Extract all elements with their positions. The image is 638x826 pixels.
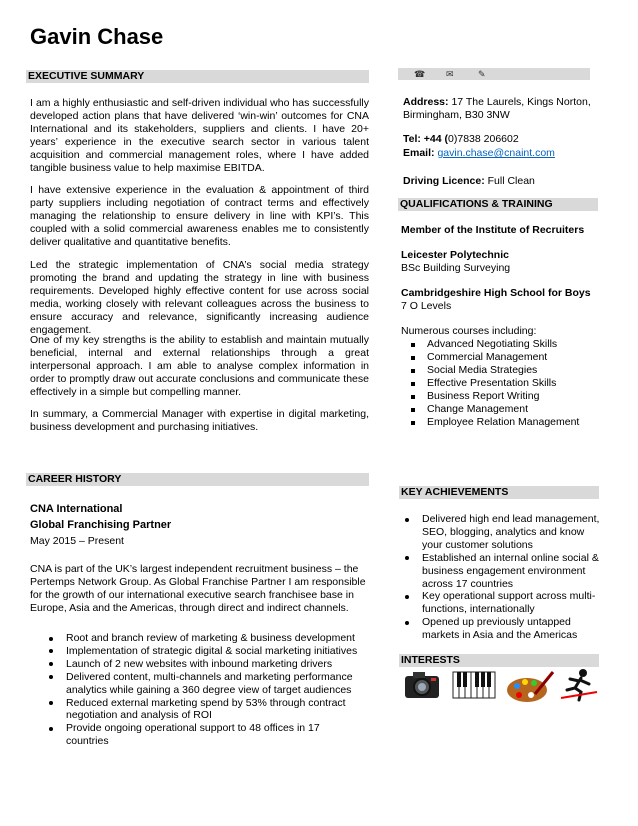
school-2-name: Cambridgeshire High School for Boys [401,287,591,299]
list-item: Root and branch review of marketing & business development [46,632,364,645]
list-item: Business Report Writing [401,390,601,403]
summary-paragraph-5: In summary, a Commercial Manager with expertise in digital marketing, business development and purchasing initiatives. [30,408,369,433]
achievements-list [402,513,602,642]
list-item: Social Media Strategies [401,364,601,377]
list-item: Employee Relation Management [401,416,601,429]
list-item: Reduced external marketing spend by 53% through contract negotiation and analysis of ROI [46,697,364,723]
career-bullets [46,632,364,748]
tel-label: Tel: +44 ( [403,133,449,145]
paint-palette-icon [505,668,555,704]
candidate-name: Gavin Chase [30,24,164,49]
list-item: Established an internal online social & business engagement environment across 17 countries [402,552,602,591]
list-item: Implementation of strategic digital & social marketing initiatives [46,645,364,658]
school-1-detail: BSc Building Surveying [401,262,511,274]
email-link[interactable]: gavin.chase@cnaint.com [437,147,555,159]
address-block [403,96,603,122]
tel-line [403,133,519,146]
piano-keys-icon [452,668,496,700]
membership: Member of the Institute of Recruiters [401,224,585,236]
list-item: Launch of 2 new websites with inbound marketing drivers [46,658,364,671]
company-description: CNA is part of the UK’s largest independent recruitment business – the Pertemps Network Group. As Global Franchise Partner I am responsible for the growth of our international executive search franchisee base in Europe, Asia and the Americas, through direct and indirect channels. [30,563,366,614]
company-name: CNA International [30,503,123,515]
school-2-detail: 7 O Levels [401,300,452,312]
list-item: Advanced Negotiating Skills [401,338,601,351]
list-item: Delivered content, multi-channels and marketing performance analytics while gaining a 360 degree view of target audiences [46,671,364,697]
list-item: Opened up previously untapped markets in Asia and the Americas [402,616,602,642]
courses-intro: Numerous courses including: [401,325,537,337]
list-item: Delivered high end lead management, SEO, blogging, analytics and know your customer solutions [402,513,602,552]
licence-value: Full Clean [487,175,535,187]
job-dates: May 2015 – Present [30,535,124,547]
job-title: Global Franchising Partner [30,519,172,531]
courses-list [401,338,601,429]
list-item: Effective Presentation Skills [401,377,601,390]
list-item: Key operational support across multi-functions, internationally [402,590,602,616]
list-item: Commercial Management [401,351,601,364]
licence-line [403,175,535,188]
edit-icon: ✎ [478,69,486,79]
career-history-heading: CAREER HISTORY [26,473,369,486]
email-label: Email: [403,147,435,159]
summary-paragraph-2: I have extensive experience in the evaluation & appointment of third party suppliers including negotiation of contract terms and effectively managing the relationship to ensure delivery in line with KPI’s. This coupled with a solid commercial awareness enables me to consistently deliver qualitative and quantitative benefits. [30,184,369,248]
school-1-name: Leicester Polytechnic [401,249,509,261]
mail-icon: ✉ [446,69,454,79]
interests-heading: INTERESTS [399,654,599,667]
key-achievements-heading: KEY ACHIEVEMENTS [399,486,599,499]
executive-summary-heading: EXECUTIVE SUMMARY [26,70,369,83]
address-line-1: 17 The Laurels, Kings Norton, [451,96,591,108]
contact-icons-bar [398,68,590,80]
address-line-2: Birmingham, B30 3NW [403,109,510,121]
qualifications-heading: QUALIFICATIONS & TRAINING [398,198,598,211]
camera-icon [403,668,441,702]
summary-paragraph-3: Led the strategic implementation of CNA’s social media strategy promoting the brand and updating the strategy in line with business requirements. Developed highly effective content for use across social media, working closely with relevant colleagues across the business to ensure accuracy and relevance, significantly increasing audience engagement. [30,259,369,336]
summary-paragraph-1: I am a highly enthusiastic and self-driven individual who has successfully developed action plans that have delivered ‘win-win’ outcomes for CNA International and its stakeholders, suppliers and clients. I have 20+ years’ experience in the executive search sector in various talent acquisition and commercial management roles, where I have added tangible business value to help maximise EBITDA. [30,97,369,174]
phone-icon: ☎ [414,69,426,79]
email-line [403,147,555,160]
summary-paragraph-4: One of my key strengths is the ability to establish and maintain mutually beneficial, internal and external relationships through a great interpersonal approach. I am able to analyse complex information in order to promptly draw out accurate conclusions and communicate these effectively in a simple but compelling manner. [30,334,369,398]
runner-icon [559,668,599,702]
address-label: Address: [403,96,449,108]
list-item: Change Management [401,403,601,416]
list-item: Provide ongoing operational support to 48 offices in 17 countries [46,722,364,748]
licence-label: Driving Licence: [403,175,485,187]
tel-value: 0)7838 206602 [448,133,519,145]
